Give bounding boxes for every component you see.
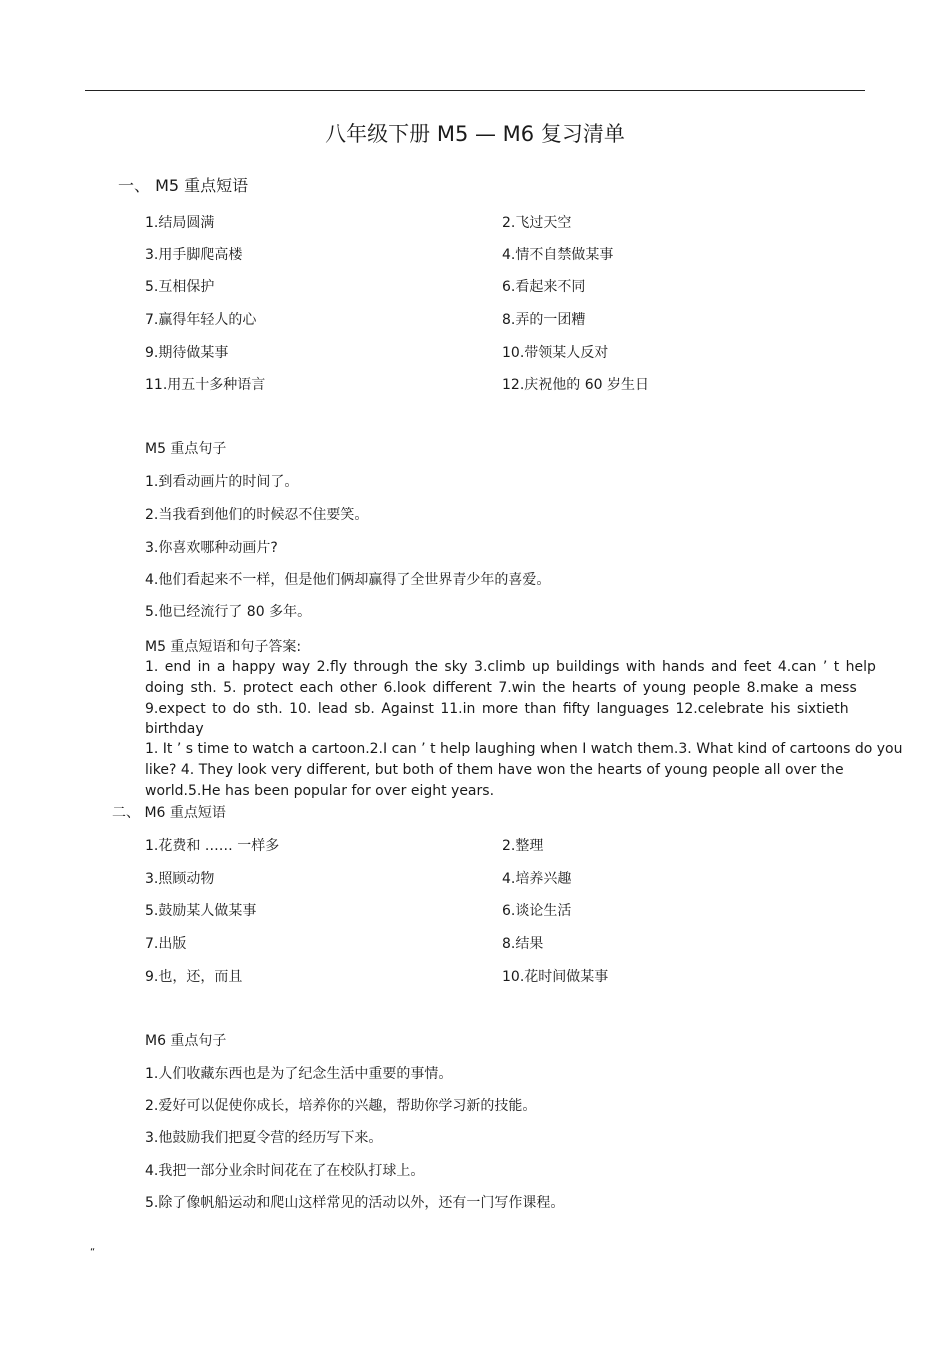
m5-phrase-11: 11.用五十多种语言	[145, 377, 266, 393]
m6-phrase-1: 1.花费和 …… 一样多	[145, 838, 280, 854]
m5-sentence-2: 2.当我看到他们的时候忍不住要笑。	[145, 507, 369, 523]
m5-sentence-4: 4.他们看起来不一样，但是他们俩却赢得了全世界青少年的喜爱。	[145, 572, 551, 588]
m6-phrase-7: 7.出版	[145, 936, 187, 952]
m6-sentence-3: 3.他鼓励我们把夏令营的经历写下来。	[145, 1130, 383, 1146]
m5-sentence-5: 5.他已经流行了 80 多年。	[145, 604, 312, 620]
m5-answer-line-6: like? 4. They look very different, but both of them have won the hearts of young people all over the	[145, 762, 844, 778]
m5-phrase-10: 10.带领某人反对	[502, 345, 609, 361]
m5-phrase-7: 7.赢得年轻人的心	[145, 312, 257, 328]
m5-phrase-2: 2.飞过天空	[502, 215, 572, 231]
m5-answer-line-1: 1. end in a happy way 2.fly through the sky 3.climb up buildings with hands and feet 4.can ’ t help	[145, 659, 876, 675]
m5-answer-line-7: world.5.He has been popular for over eight years.	[145, 783, 495, 799]
m5-sentence-1: 1.到看动画片的时间了。	[145, 474, 299, 490]
m6-sentence-1: 1.人们收藏东西也是为了纪念生活中重要的事情。	[145, 1066, 453, 1082]
m6-sentence-4: 4.我把一部分业余时间花在了在校队打球上。	[145, 1163, 425, 1179]
m6-phrase-8: 8.结果	[502, 936, 544, 952]
m6-phrase-10: 10.花时间做某事	[502, 969, 609, 985]
m5-phrase-5: 5.互相保护	[145, 279, 215, 295]
m6-phrase-3: 3.照顾动物	[145, 871, 215, 887]
m5-answer-line-3: 9.expect to do sth. 10. lead sb. Against 11.in more than fifty languages 12.celebrate his sixtieth	[145, 701, 849, 717]
m6-phrase-9: 9.也，还，而且	[145, 969, 243, 985]
header-rule	[85, 90, 865, 91]
m5-answer-line-4: birthday	[145, 721, 204, 737]
m5-answers-heading: M5 重点短语和句子答案:	[145, 639, 302, 655]
m5-answer-line-2: doing sth. 5. protect each other 6.look different 7.win the hearts of young people 8.make a mess	[145, 680, 857, 696]
m6-phrase-4: 4.培养兴趣	[502, 871, 572, 887]
m6-sentence-2: 2.爱好可以促使你成长，培养你的兴趣，帮助你学习新的技能。	[145, 1098, 537, 1114]
m6-sentences-heading: M6 重点句子	[145, 1033, 227, 1049]
m5-phrase-9: 9.期待做某事	[145, 345, 229, 361]
m6-phrase-5: 5.鼓励某人做某事	[145, 903, 257, 919]
m5-phrase-12: 12.庆祝他的 60 岁生日	[502, 377, 649, 393]
m5-phrases-heading: 一、 M5 重点短语	[118, 176, 249, 195]
page-title: 八年级下册 M5 — M6 复习清单	[325, 122, 625, 146]
m5-sentence-3: 3.你喜欢哪种动画片?	[145, 540, 278, 556]
m5-phrase-6: 6.看起来不同	[502, 279, 586, 295]
m6-sentence-5: 5.除了像帆船运动和爬山这样常见的活动以外，还有一门写作课程。	[145, 1195, 565, 1211]
m5-answer-line-5: 1. It ’ s time to watch a cartoon.2.I can ’ t help laughing when I watch them.3. What kind of cartoons do you	[145, 741, 903, 757]
m5-phrase-8: 8.弄的一团糟	[502, 312, 586, 328]
m5-sentences-heading: M5 重点句子	[145, 441, 227, 457]
m5-phrase-1: 1.结局圆满	[145, 215, 215, 231]
m5-phrase-4: 4.情不自禁做某事	[502, 247, 614, 263]
m6-phrase-6: 6.谈论生活	[502, 903, 572, 919]
m6-phrase-2: 2.整理	[502, 838, 544, 854]
m6-phrases-heading: 二、 M6 重点短语	[112, 805, 226, 821]
footer-mark: “	[90, 1247, 96, 1258]
m5-phrase-3: 3.用手脚爬高楼	[145, 247, 243, 263]
